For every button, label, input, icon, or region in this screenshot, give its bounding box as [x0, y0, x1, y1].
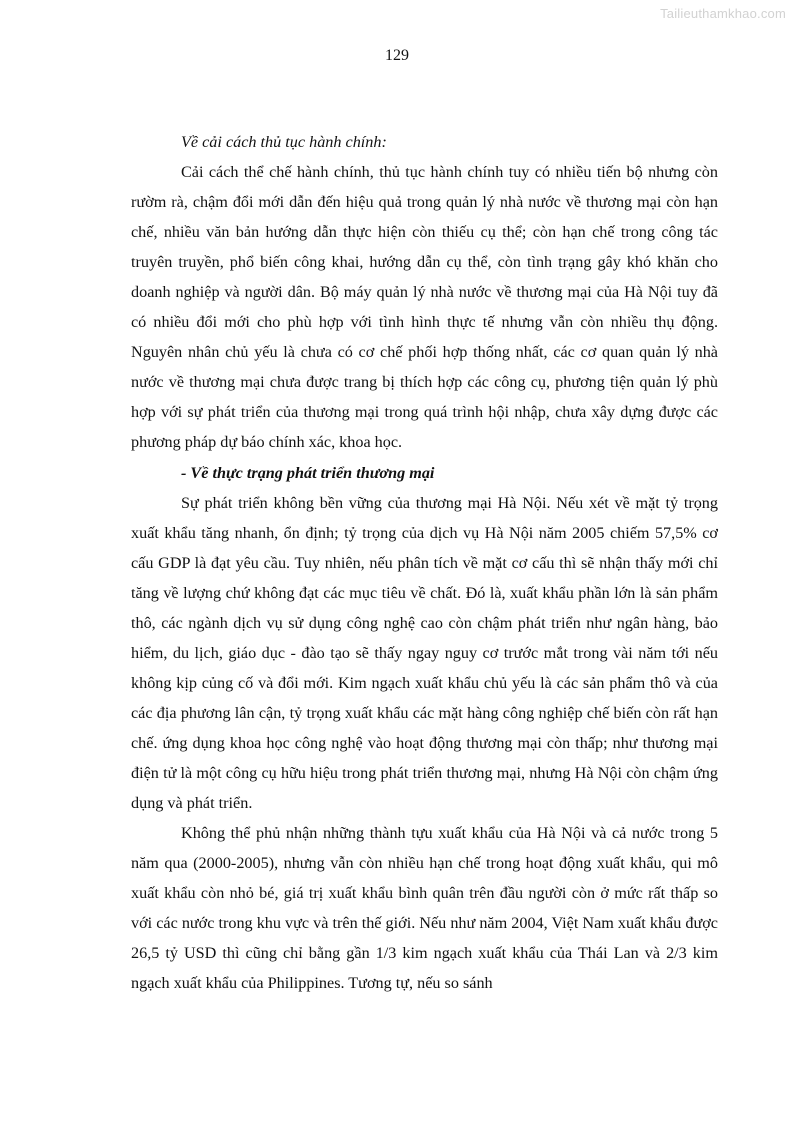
page-number: 129	[385, 47, 409, 64]
paragraph-administrative-reform: Cải cách thể chế hành chính, thủ tục hành chính tuy có nhiều tiến bộ nhưng còn rườm rà, chậm đổi mới dẫn đến hiệu quả trong quản lý nhà nước về thương mại còn hạn chế, nhiều văn bản hướng dẫn thực hiện còn thiếu cụ thể; còn hạn chế trong công tác truyên truyền, phổ biến công khai, hướng dẫn cụ thể, còn tình trạng gây khó khăn cho doanh nghiệp và người dân. Bộ máy quản lý nhà nước về thương mại của Hà Nội tuy đã có nhiều đổi mới cho phù hợp với tình hình thực tế nhưng vẫn còn nhiều thụ động. Nguyên nhân chủ yếu là chưa có cơ chế phối hợp thống nhất, các cơ quan quản lý nhà nước về thương mại chưa được trang bị thích hợp các công cụ, phương tiện quản lý phù hợp với sự phát triển của thương mại trong quá trình hội nhập, chưa xây dựng được các phương pháp dự báo chính xác, khoa học.	[131, 163, 718, 452]
document-body	[131, 127, 718, 998]
section-heading-administrative-reform: Về cải cách thủ tục hành chính:	[181, 133, 387, 151]
watermark-text: Tailieuthamkhao.com	[660, 6, 786, 21]
paragraph-unsustainable-trade: Sự phát triển không bền vững của thương mại Hà Nội. Nếu xét về mặt tỷ trọng xuất khẩu tăng nhanh, ổn định; tỷ trọng của dịch vụ Hà Nội năm 2005 chiếm 57,5% cơ cấu GDP là đạt yêu cầu. Tuy nhiên, nếu phân tích về mặt cơ cấu thì sẽ nhận thấy mới chỉ tăng về lượng chứ không đạt các mục tiêu về chất. Đó là, xuất khẩu phần lớn là sản phẩm thô, các ngành dịch vụ sử dụng công nghệ cao còn chậm phát triển như ngân hàng, bảo hiểm, du lịch, giáo dục - đào tạo sẽ thấy ngay nguy cơ trước mắt trong vài năm tới nếu không kịp củng cố và đổi mới. Kim ngạch xuất khẩu chủ yếu là các sản phẩm thô và của các địa phương lân cận, tỷ trọng xuất khẩu các mặt hàng công nghiệp chế biến còn rất hạn chế. ứng dụng khoa học công nghệ vào hoạt động thương mại còn thấp; như thương mại điện tử là một công cụ hữu hiệu trong phát triển thương mại, nhưng Hà Nội còn chậm ứng dụng và phát triển.	[131, 493, 718, 813]
paragraph-export-achievements: Không thể phủ nhận những thành tựu xuất khẩu của Hà Nội và cả nước trong 5 năm qua (2000-2005), nhưng vẫn còn nhiều hạn chế trong hoạt động xuất khẩu, qui mô xuất khẩu còn nhỏ bé, giá trị xuất khẩu bình quân trên đầu người còn ở mức rất thấp so với các nước trong khu vực và trên thế giới. Nếu như năm 2004, Việt Nam xuất khẩu được 26,5 tỷ USD thì cũng chỉ bằng gần 1/3 kim ngạch xuất khẩu của Thái Lan và 2/3 kim ngạch xuất khẩu của Philippines. Tương tự, nếu so sánh	[131, 824, 718, 993]
section-heading-trade-development: - Về thực trạng phát triển thương mại	[181, 463, 435, 482]
